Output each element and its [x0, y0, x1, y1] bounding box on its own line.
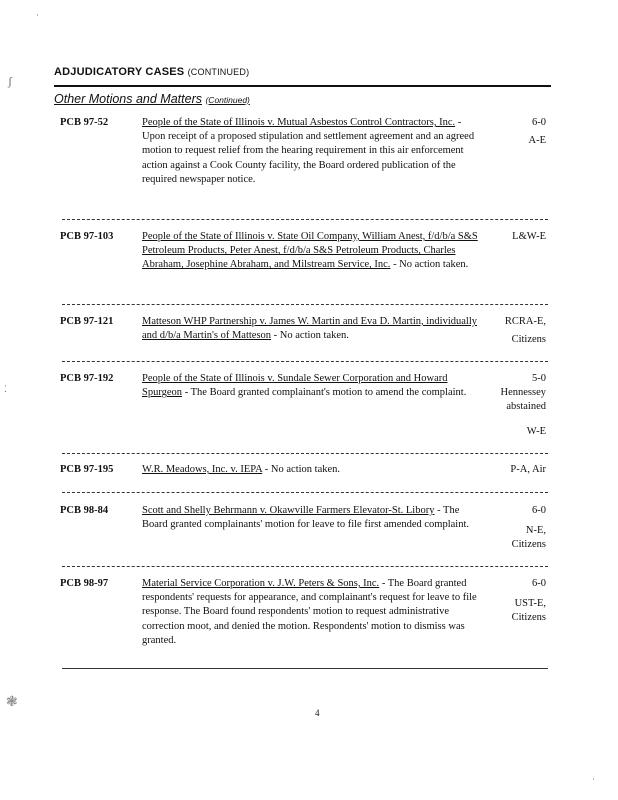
vote-line: P-A, Air [510, 464, 546, 475]
case-title: W.R. Meadows, Inc. v. IEPA [142, 464, 263, 475]
case-votes [476, 463, 546, 481]
vote-line: abstained [506, 401, 546, 413]
scan-speck-icon: · [36, 10, 39, 20]
divider [62, 219, 548, 220]
section-header [54, 66, 554, 78]
divider [62, 453, 548, 454]
case-description [142, 116, 482, 187]
vote-line: L&W-E [512, 231, 546, 242]
case-votes [476, 372, 546, 443]
case-votes [476, 504, 546, 557]
subsection-title: Other Motions and Matters [54, 92, 202, 106]
case-votes [476, 230, 546, 248]
scan-speck-icon: · [592, 774, 595, 784]
case-title: People of the State of Illinois v. State Oil Company, William Anest, f/d/b/a S&S Petroleum Products, Peter Anest, f/d/b/a S&S Petroleum Products, Charles Abraham, Josephine Abraham, and Milstream Service, Inc. [142, 231, 478, 271]
case-description [142, 315, 482, 343]
case-title: Matteson WHP Partnership v. James W. Martin and Eva D. Martin, individually and d/b/a Martin's of Matteson [142, 316, 477, 342]
vote-line: 6-0 [532, 578, 546, 589]
case-votes [476, 577, 546, 630]
case-text: - Upon receipt of a proposed stipulation and settlement agreement and an agreed motion to request relief from the hearing requirement in this air enforcement action against a Cook County facility, the Board ordered publication of the required newspaper notice. [142, 117, 475, 185]
case-text: - The Board granted respondents' requests for appearance, and complainant's request for leave to file response. The Board found respondents' motion to request administrative correction moot, and denied the motion. Respondents' motion to dismiss was granted. [142, 578, 477, 646]
case-description [142, 463, 482, 477]
case-number: PCB 97-121 [60, 316, 114, 327]
vote-line: 6-0 [532, 505, 546, 516]
case-number: PCB 97-195 [60, 464, 114, 475]
divider [62, 492, 548, 493]
case-description [142, 372, 482, 400]
case-title: People of the State of Illinois v. Sundale Sewer Corporation and Howard Spurgeon [142, 373, 448, 399]
case-votes [476, 315, 546, 351]
case-title: Scott and Shelly Behrmann v. Okawville Farmers Elevator-St. Libory [142, 505, 435, 516]
case-votes [476, 116, 546, 152]
divider [62, 566, 548, 567]
subsection-header [54, 92, 554, 106]
case-text: - No action taken. [262, 464, 341, 475]
case-text: - The Board granted complainants' motion for leave to file first amended complaint. [142, 505, 470, 531]
vote-line: 6-0 [532, 117, 546, 128]
vote-line: Hennessey [500, 387, 546, 399]
case-text: - The Board granted complainant's motion to amend the complaint. [182, 387, 467, 399]
scan-speck-icon: ⁚ [4, 384, 7, 394]
header-rule [54, 85, 551, 87]
case-description [142, 577, 482, 648]
case-number: PCB 97-103 [60, 231, 114, 242]
case-text: - No action taken. [390, 259, 469, 271]
case-number: PCB 98-97 [60, 578, 109, 589]
vote-line: W-E [526, 425, 546, 437]
page-number: 4 [315, 708, 320, 718]
divider [62, 668, 548, 669]
case-title: Material Service Corporation v. J.W. Peters & Sons, Inc. [142, 578, 380, 589]
divider [62, 361, 548, 362]
vote-line: Citizens [511, 334, 546, 346]
scan-mark-icon: ʃ [8, 74, 12, 88]
section-title-continued: (CONTINUED) [187, 67, 250, 77]
divider [62, 304, 548, 305]
case-number: PCB 97-52 [60, 117, 109, 128]
case-number: PCB 97-192 [60, 373, 114, 384]
case-title: People of the State of Illinois v. Mutual Asbestos Control Contractors, Inc. [142, 117, 456, 128]
vote-line: RCRA-E, [504, 316, 546, 327]
case-text: - No action taken. [271, 330, 349, 342]
vote-line: Citizens [511, 539, 546, 551]
vote-line: 5-0 [532, 373, 546, 384]
vote-line: Citizens [511, 612, 546, 624]
section-title: ADJUDICATORY CASES [54, 66, 185, 78]
vote-line: N-E, [525, 525, 546, 537]
case-description [142, 230, 482, 273]
subsection-continued: (Continued) [205, 95, 250, 105]
vote-line: UST-E, [514, 598, 546, 610]
scan-smudge-icon: ❃ [6, 695, 18, 710]
vote-line: A-E [528, 135, 546, 147]
case-description [142, 504, 482, 532]
case-number: PCB 98-84 [60, 505, 109, 516]
